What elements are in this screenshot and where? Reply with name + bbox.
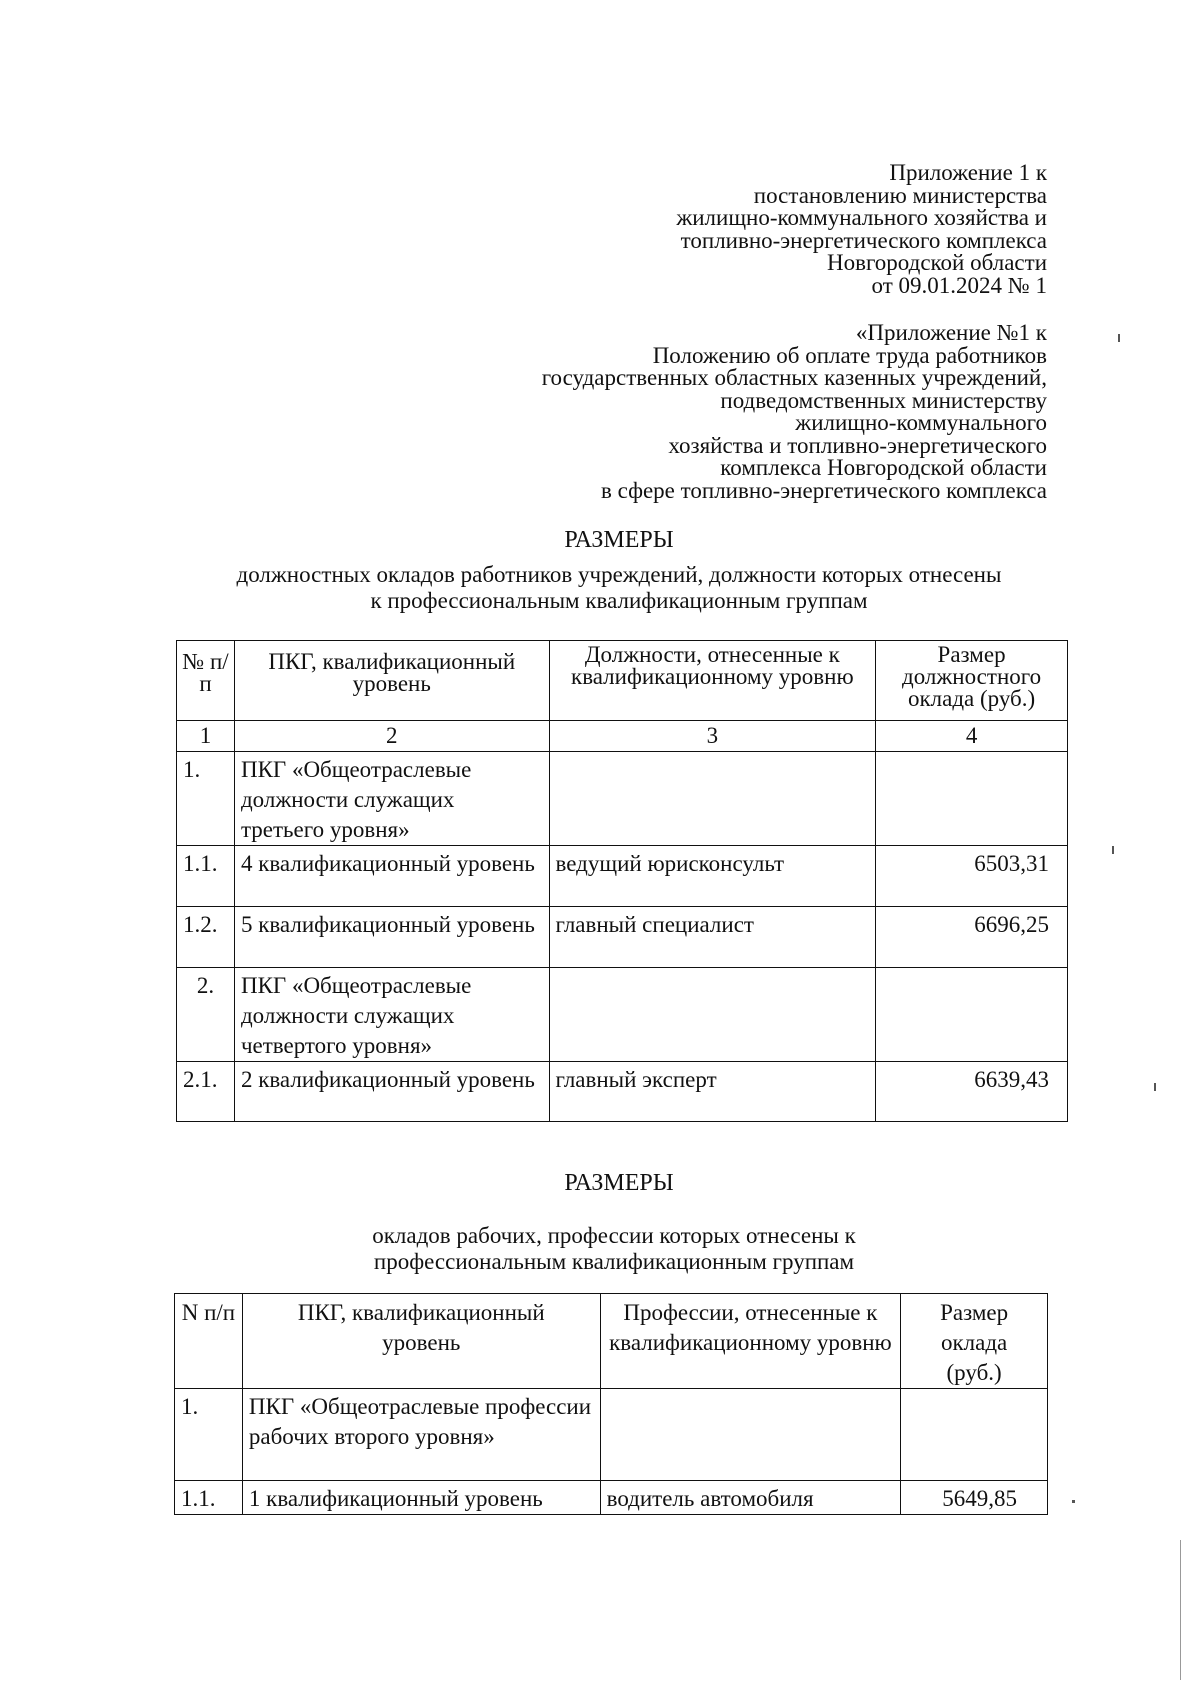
column-header-positions: Должности, отнесенные к квалификационному уровню [549, 641, 876, 721]
subtitle-line: к профессиональным квалификационным группам [370, 588, 868, 613]
row-profession: водитель автомобиля [600, 1481, 901, 1515]
row-level: 2 квалификационный уровень [234, 1062, 549, 1122]
table-row [177, 846, 1068, 907]
row-salary [901, 1389, 1048, 1481]
column-number-row [177, 721, 1068, 752]
row-salary [876, 752, 1068, 846]
scan-speck [1154, 1083, 1156, 1091]
row-number: 2. [177, 968, 235, 1062]
appendix-line: жилищно-коммунального хозяйства и [676, 205, 1047, 230]
section2-title: РАЗМЕРЫ [564, 1170, 674, 1196]
row-number: 1.1. [177, 846, 235, 907]
quote-line: в сфере топливно-энергетического комплекса [600, 477, 1047, 503]
subtitle-line: должностных окладов работников учреждений, должности которых отнесены [236, 562, 1002, 587]
row-profession [600, 1389, 901, 1481]
official-salaries-table [176, 640, 1068, 1122]
workers-salaries-table [174, 1293, 1048, 1515]
document-number: 1 [1035, 272, 1047, 298]
quote-line: комплекса Новгородской области [720, 455, 1047, 480]
column-number: 1 [177, 721, 235, 752]
number-label: № [1007, 272, 1030, 298]
row-salary: 6696,25 [876, 907, 1068, 968]
scan-speck [1072, 1500, 1075, 1503]
quote-line: государственных областных казенных учреждений, [541, 365, 1047, 390]
row-position [549, 752, 876, 846]
table-row [177, 752, 1068, 846]
column-number: 3 [549, 721, 876, 752]
appendix-header [676, 162, 1047, 297]
table-header-row [175, 1294, 1048, 1389]
section2-subtitle [0, 1223, 1200, 1275]
column-number: 2 [234, 721, 549, 752]
section1-subtitle [0, 562, 1200, 614]
scan-speck [1112, 846, 1114, 854]
subtitle-line: окладов рабочих, профессии которых отнесены к [372, 1223, 856, 1248]
row-level: 5 квалификационный уровень [234, 907, 549, 968]
row-level: 4 квалификационный уровень [234, 846, 549, 907]
row-number: 2.1. [177, 1062, 235, 1122]
row-position: главный специалист [549, 907, 876, 968]
document-date: 09.01.2024 [898, 272, 1003, 298]
table-row [175, 1389, 1048, 1481]
appendix-line: Приложение 1 к [889, 160, 1047, 185]
column-header-professions: Профессии, отнесенные к квалификационному уровню [600, 1294, 901, 1389]
row-position [549, 968, 876, 1062]
subtitle-line: профессиональным квалификационным группам [373, 1249, 855, 1274]
column-header-number: N п/п [175, 1294, 243, 1389]
column-header-level: ПКГ, квалификационный уровень [234, 641, 549, 721]
row-level: 1 квалификационный уровень [242, 1481, 600, 1515]
table-row [177, 968, 1068, 1062]
column-header-salary: Размер должностного оклада (руб.) [876, 641, 1068, 721]
appendix-line: постановлению министерства [753, 182, 1047, 208]
column-header-number: № п/п [177, 641, 235, 721]
quote-line: подведомственных министерству [720, 387, 1047, 413]
row-level: ПКГ «Общеотраслевые профессии рабочих второго уровня» [242, 1389, 600, 1481]
column-number: 4 [876, 721, 1068, 752]
row-number: 1. [175, 1389, 243, 1481]
scan-edge-mark [1180, 1540, 1181, 1680]
quote-line: «Приложение №1 к [855, 320, 1047, 345]
row-salary: 6503,31 [876, 846, 1068, 907]
row-position: ведущий юрисконсульт [549, 846, 876, 907]
row-salary [876, 968, 1068, 1062]
table-row [175, 1481, 1048, 1515]
table-row [177, 1062, 1068, 1122]
row-level: ПКГ «Общеотраслевые должности служащих третьего уровня» [234, 752, 549, 846]
column-header-level: ПКГ, квалификационный уровень [242, 1294, 600, 1389]
quote-line: жилищно-коммунального [795, 410, 1047, 435]
appendix-line: топливно-энергетического комплекса [680, 227, 1047, 253]
date-prefix: от [871, 272, 893, 298]
column-header-salary: Размер оклада (руб.) [901, 1294, 1048, 1389]
appendix-line: Новгородской области [826, 250, 1047, 275]
row-position: главный эксперт [549, 1062, 876, 1122]
quote-line: хозяйства и топливно-энергетического [668, 432, 1047, 458]
quote-line: Положению об оплате труда работников [652, 342, 1047, 368]
row-number: 1. [177, 752, 235, 846]
row-number: 1.1. [175, 1481, 243, 1515]
row-number: 1.2. [177, 907, 235, 968]
scan-speck [1118, 334, 1120, 342]
row-level: ПКГ «Общеотраслевые должности служащих четвертого уровня» [234, 968, 549, 1062]
table-row [177, 907, 1068, 968]
section1-title: РАЗМЕРЫ [564, 527, 674, 553]
table-header-row [177, 641, 1068, 721]
quoted-appendix [542, 322, 1047, 502]
row-salary: 5649,85 [901, 1481, 1048, 1515]
appendix-dateline [676, 272, 1047, 298]
row-salary: 6639,43 [876, 1062, 1068, 1122]
